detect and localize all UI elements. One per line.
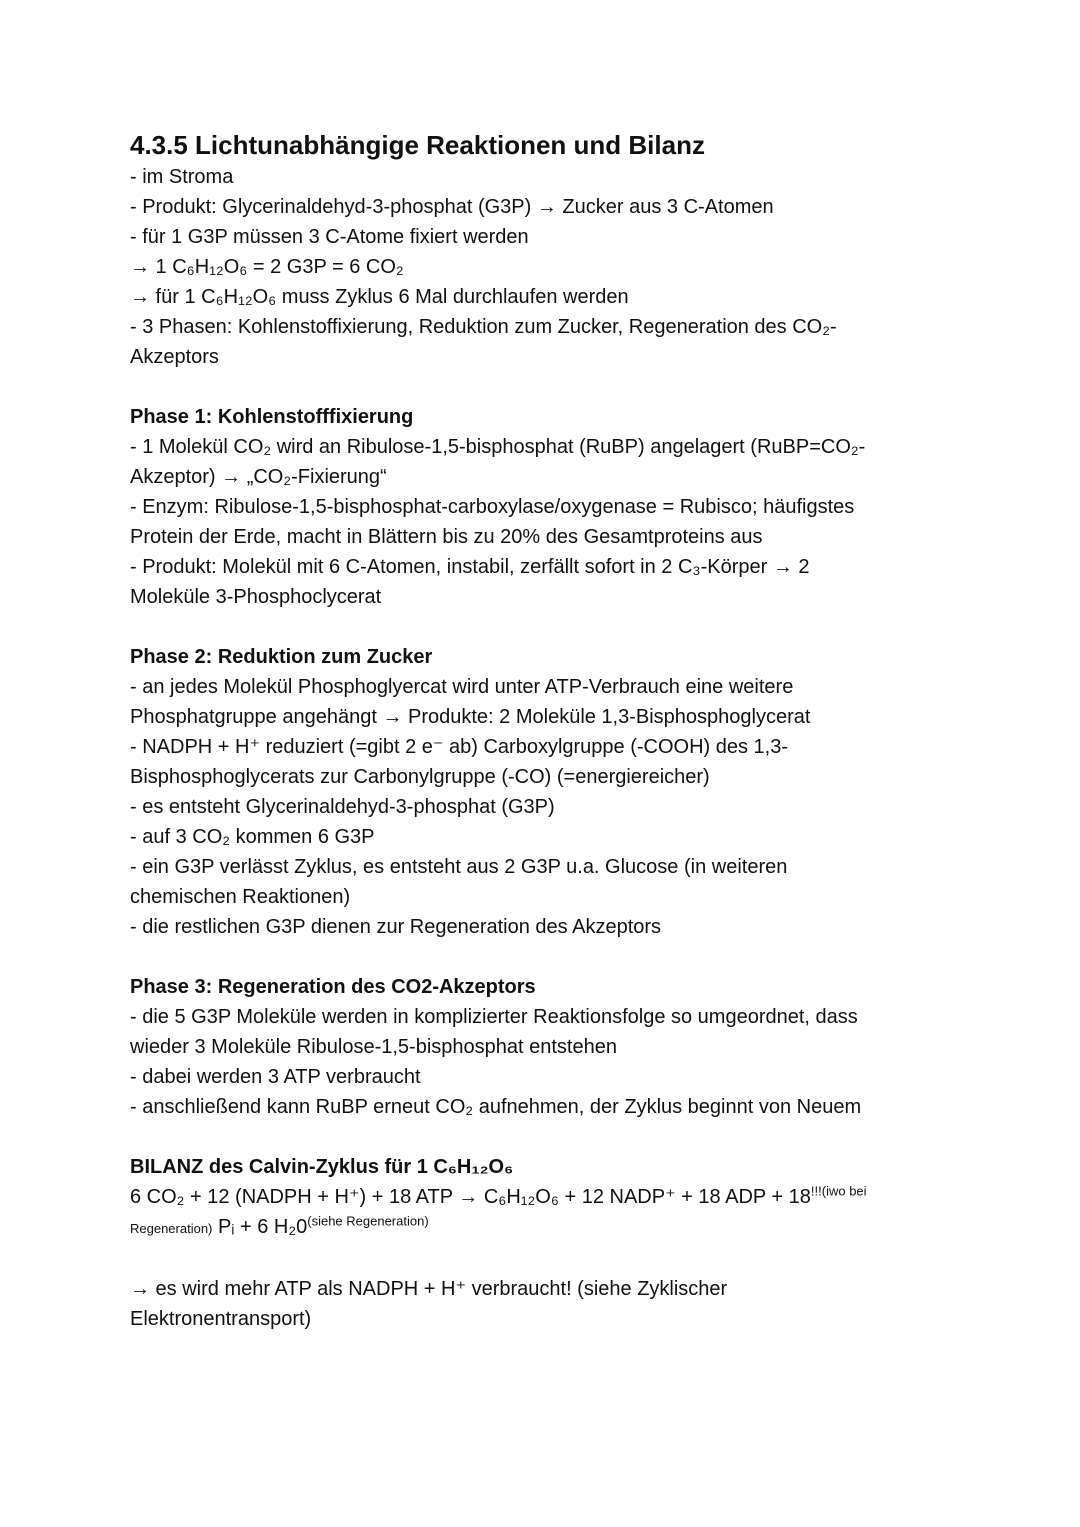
bilanz-equation-cont	[130, 1212, 950, 1244]
phase2-line: - auf 3 CO₂ kommen 6 G3P	[130, 826, 375, 848]
conclusion-line: Elektronentransport)	[130, 1308, 312, 1330]
bilanz-note: !!!(iwo bei	[810, 1183, 867, 1199]
intro-line: → 1 C₆H₁₂O₆ = 2 G3P = 6 CO₂	[130, 256, 404, 278]
page-title: 4.3.5 Lichtunabhängige Reaktionen und Bilanz	[130, 130, 705, 160]
intro-section	[130, 162, 950, 372]
phase3-line: - die 5 G3P Moleküle werden in komplizierter Reaktionsfolge so umgeordnet, dass	[130, 1006, 858, 1028]
phase2-line: - es entsteht Glycerinaldehyd-3-phosphat (G3P)	[130, 796, 555, 818]
phase2-line: - die restlichen G3P dienen zur Regeneration des Akzeptors	[130, 916, 662, 938]
phase1-line: - 1 Molekül CO₂ wird an Ribulose-1,5-bisphosphat (RuBP) angelagert (RuBP=CO₂-	[130, 436, 866, 458]
phase1-line: Akzeptor) → „CO₂-Fixierung“	[130, 466, 387, 488]
phase1-line: - Produkt: Molekül mit 6 C-Atomen, instabil, zerfällt sofort in 2 C₃-Körper → 2	[130, 556, 810, 578]
intro-line: - Produkt: Glycerinaldehyd-3-phosphat (G3P) → Zucker aus 3 C-Atomen	[130, 196, 774, 218]
phase2-section	[130, 642, 950, 942]
conclusion-section	[130, 1274, 950, 1334]
intro-line: - 3 Phasen: Kohlenstoffixierung, Reduktion zum Zucker, Regeneration des CO₂-	[130, 316, 837, 338]
bilanz-equation	[130, 1182, 950, 1212]
phase2-heading: Phase 2: Reduktion zum Zucker	[130, 646, 433, 668]
intro-line: - im Stroma	[130, 166, 234, 188]
phase3-line: - dabei werden 3 ATP verbraucht	[130, 1066, 421, 1088]
phase2-line: - an jedes Molekül Phosphoglyercat wird unter ATP-Verbrauch eine weitere	[130, 676, 794, 698]
phase2-line: chemischen Reaktionen)	[130, 886, 351, 908]
phase3-section	[130, 972, 950, 1122]
phase2-line: - NADPH + H⁺ reduziert (=gibt 2 e⁻ ab) Carboxylgruppe (-COOH) des 1,3-	[130, 736, 789, 758]
intro-line: → für 1 C₆H₁₂O₆ muss Zyklus 6 Mal durchlaufen werden	[130, 286, 629, 308]
phase1-heading: Phase 1: Kohlenstofffixierung	[130, 406, 414, 428]
phase2-line: - ein G3P verlässt Zyklus, es entsteht aus 2 G3P u.a. Glucose (in weiteren	[130, 856, 788, 878]
phase2-line: Bisphosphoglycerats zur Carbonylgruppe (-CO) (=energiereicher)	[130, 766, 710, 788]
document-page	[130, 128, 950, 1334]
bilanz-equation-main: 6 CO₂ + 12 (NADPH + H⁺) + 18 ATP → C₆H₁₂O₆ + 12 NADP⁺ + 18 ADP + 18	[130, 1186, 811, 1208]
phase3-line: - anschließend kann RuBP erneut CO₂ aufnehmen, der Zyklus beginnt von Neuem	[130, 1096, 862, 1118]
bilanz-section	[130, 1152, 950, 1244]
intro-line: - für 1 G3P müssen 3 C-Atome fixiert werden	[130, 226, 529, 248]
intro-line: Akzeptors	[130, 346, 219, 368]
bilanz-note: Regeneration)	[130, 1221, 213, 1236]
phase1-line: - Enzym: Ribulose-1,5-bisphosphat-carboxylase/oxygenase = Rubisco; häufigstes	[130, 496, 855, 518]
phase1-section	[130, 402, 950, 612]
conclusion-line: → es wird mehr ATP als NADPH + H⁺ verbraucht! (siehe Zyklischer	[130, 1278, 728, 1300]
phase3-heading: Phase 3: Regeneration des CO2-Akzeptors	[130, 976, 536, 998]
bilanz-heading: BILANZ des Calvin-Zyklus für 1 C₆H₁₂O₆	[130, 1156, 514, 1178]
bilanz-equation-pi: Pᵢ + 6 H₂0	[217, 1216, 308, 1238]
bilanz-note: (siehe Regeneration)	[307, 1213, 429, 1229]
phase2-line: Phosphatgruppe angehängt → Produkte: 2 Moleküle 1,3-Bisphosphoglycerat	[130, 706, 811, 728]
phase1-line: Protein der Erde, macht in Blättern bis zu 20% des Gesamtproteins aus	[130, 526, 763, 548]
phase1-line: Moleküle 3-Phosphoclycerat	[130, 586, 382, 608]
phase3-line: wieder 3 Moleküle Ribulose-1,5-bisphosphat entstehen	[130, 1036, 617, 1058]
